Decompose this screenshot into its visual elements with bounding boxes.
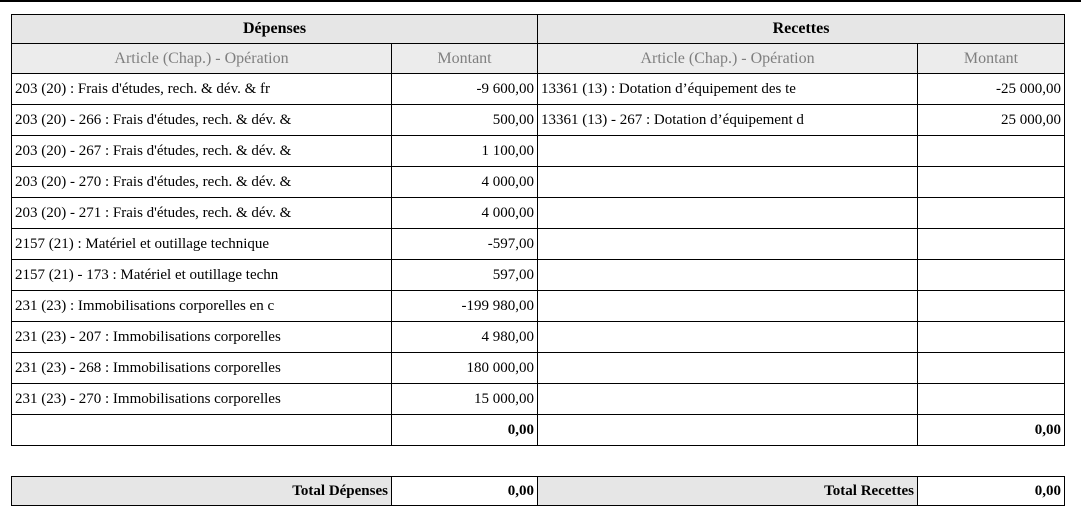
table-row <box>12 74 1065 105</box>
depenses-montant-cell: -199 980,00 <box>392 291 538 322</box>
total-recettes-label: Total Recettes <box>538 477 918 506</box>
recettes-montant-cell: -25 000,00 <box>918 74 1065 105</box>
recettes-montant-cell <box>918 136 1065 167</box>
depenses-montant-cell: 180 000,00 <box>392 353 538 384</box>
depenses-article-cell: 203 (20) - 270 : Frais d'études, rech. & dév. & <box>12 167 392 198</box>
table-row <box>12 167 1065 198</box>
recettes-article-cell <box>538 291 918 322</box>
depenses-article-header: Article (Chap.) - Opération <box>12 44 392 74</box>
recettes-montant-cell <box>918 260 1065 291</box>
depenses-header: Dépenses <box>12 15 538 44</box>
depenses-montant-cell: 500,00 <box>392 105 538 136</box>
total-depenses-label: Total Dépenses <box>12 477 392 506</box>
recettes-article-cell: 13361 (13) : Dotation d’équipement des te <box>538 74 918 105</box>
recettes-montant-cell <box>918 384 1065 415</box>
table-row <box>12 198 1065 229</box>
table-row <box>12 322 1065 353</box>
depenses-montant-cell: -597,00 <box>392 229 538 260</box>
table-row <box>12 353 1065 384</box>
depenses-article-cell: 231 (23) - 207 : Immobilisations corporelles <box>12 322 392 353</box>
depenses-montant-cell: -9 600,00 <box>392 74 538 105</box>
table-row <box>12 291 1065 322</box>
recettes-article-cell <box>538 136 918 167</box>
recettes-article-cell <box>538 260 918 291</box>
depenses-montant-cell: 597,00 <box>392 260 538 291</box>
recettes-header: Recettes <box>538 15 1065 44</box>
depenses-article-cell: 2157 (21) : Matériel et outillage technique <box>12 229 392 260</box>
depenses-article-cell: 2157 (21) - 173 : Matériel et outillage techn <box>12 260 392 291</box>
subtotal-recettes-label <box>538 415 918 446</box>
totals-row <box>12 477 1065 506</box>
subtotal-row <box>12 415 1065 446</box>
table-row <box>12 229 1065 260</box>
depenses-montant-cell: 4 000,00 <box>392 198 538 229</box>
budget-rows <box>12 74 1065 415</box>
recettes-article-cell <box>538 322 918 353</box>
recettes-montant-cell <box>918 291 1065 322</box>
totals-table <box>11 476 1065 506</box>
table-row <box>12 105 1065 136</box>
depenses-montant-cell: 4 000,00 <box>392 167 538 198</box>
subtotal-recettes-value: 0,00 <box>918 415 1065 446</box>
budget-table <box>11 14 1065 446</box>
recettes-article-header: Article (Chap.) - Opération <box>538 44 918 74</box>
table-row <box>12 136 1065 167</box>
recettes-article-cell <box>538 167 918 198</box>
top-rule <box>0 0 1081 2</box>
recettes-montant-cell: 25 000,00 <box>918 105 1065 136</box>
depenses-article-cell: 203 (20) - 266 : Frais d'études, rech. & dév. & <box>12 105 392 136</box>
depenses-article-cell: 231 (23) - 268 : Immobilisations corporelles <box>12 353 392 384</box>
recettes-montant-cell <box>918 167 1065 198</box>
table-row <box>12 384 1065 415</box>
subtotal-depenses-label <box>12 415 392 446</box>
depenses-montant-cell: 15 000,00 <box>392 384 538 415</box>
total-depenses-value: 0,00 <box>392 477 538 506</box>
recettes-montant-header: Montant <box>918 44 1065 74</box>
depenses-article-cell: 203 (20) - 271 : Frais d'études, rech. & dév. & <box>12 198 392 229</box>
total-recettes-value: 0,00 <box>918 477 1065 506</box>
recettes-montant-cell <box>918 198 1065 229</box>
depenses-montant-header: Montant <box>392 44 538 74</box>
recettes-montant-cell <box>918 229 1065 260</box>
recettes-montant-cell <box>918 353 1065 384</box>
recettes-article-cell <box>538 353 918 384</box>
recettes-article-cell: 13361 (13) - 267 : Dotation d’équipement d <box>538 105 918 136</box>
recettes-article-cell <box>538 198 918 229</box>
recettes-article-cell <box>538 384 918 415</box>
depenses-montant-cell: 4 980,00 <box>392 322 538 353</box>
table-row <box>12 260 1065 291</box>
recettes-article-cell <box>538 229 918 260</box>
depenses-article-cell: 231 (23) - 270 : Immobilisations corporelles <box>12 384 392 415</box>
subtotal-depenses-value: 0,00 <box>392 415 538 446</box>
recettes-montant-cell <box>918 322 1065 353</box>
depenses-montant-cell: 1 100,00 <box>392 136 538 167</box>
depenses-article-cell: 203 (20) : Frais d'études, rech. & dév. & fr <box>12 74 392 105</box>
depenses-article-cell: 231 (23) : Immobilisations corporelles en c <box>12 291 392 322</box>
depenses-article-cell: 203 (20) - 267 : Frais d'études, rech. & dév. & <box>12 136 392 167</box>
